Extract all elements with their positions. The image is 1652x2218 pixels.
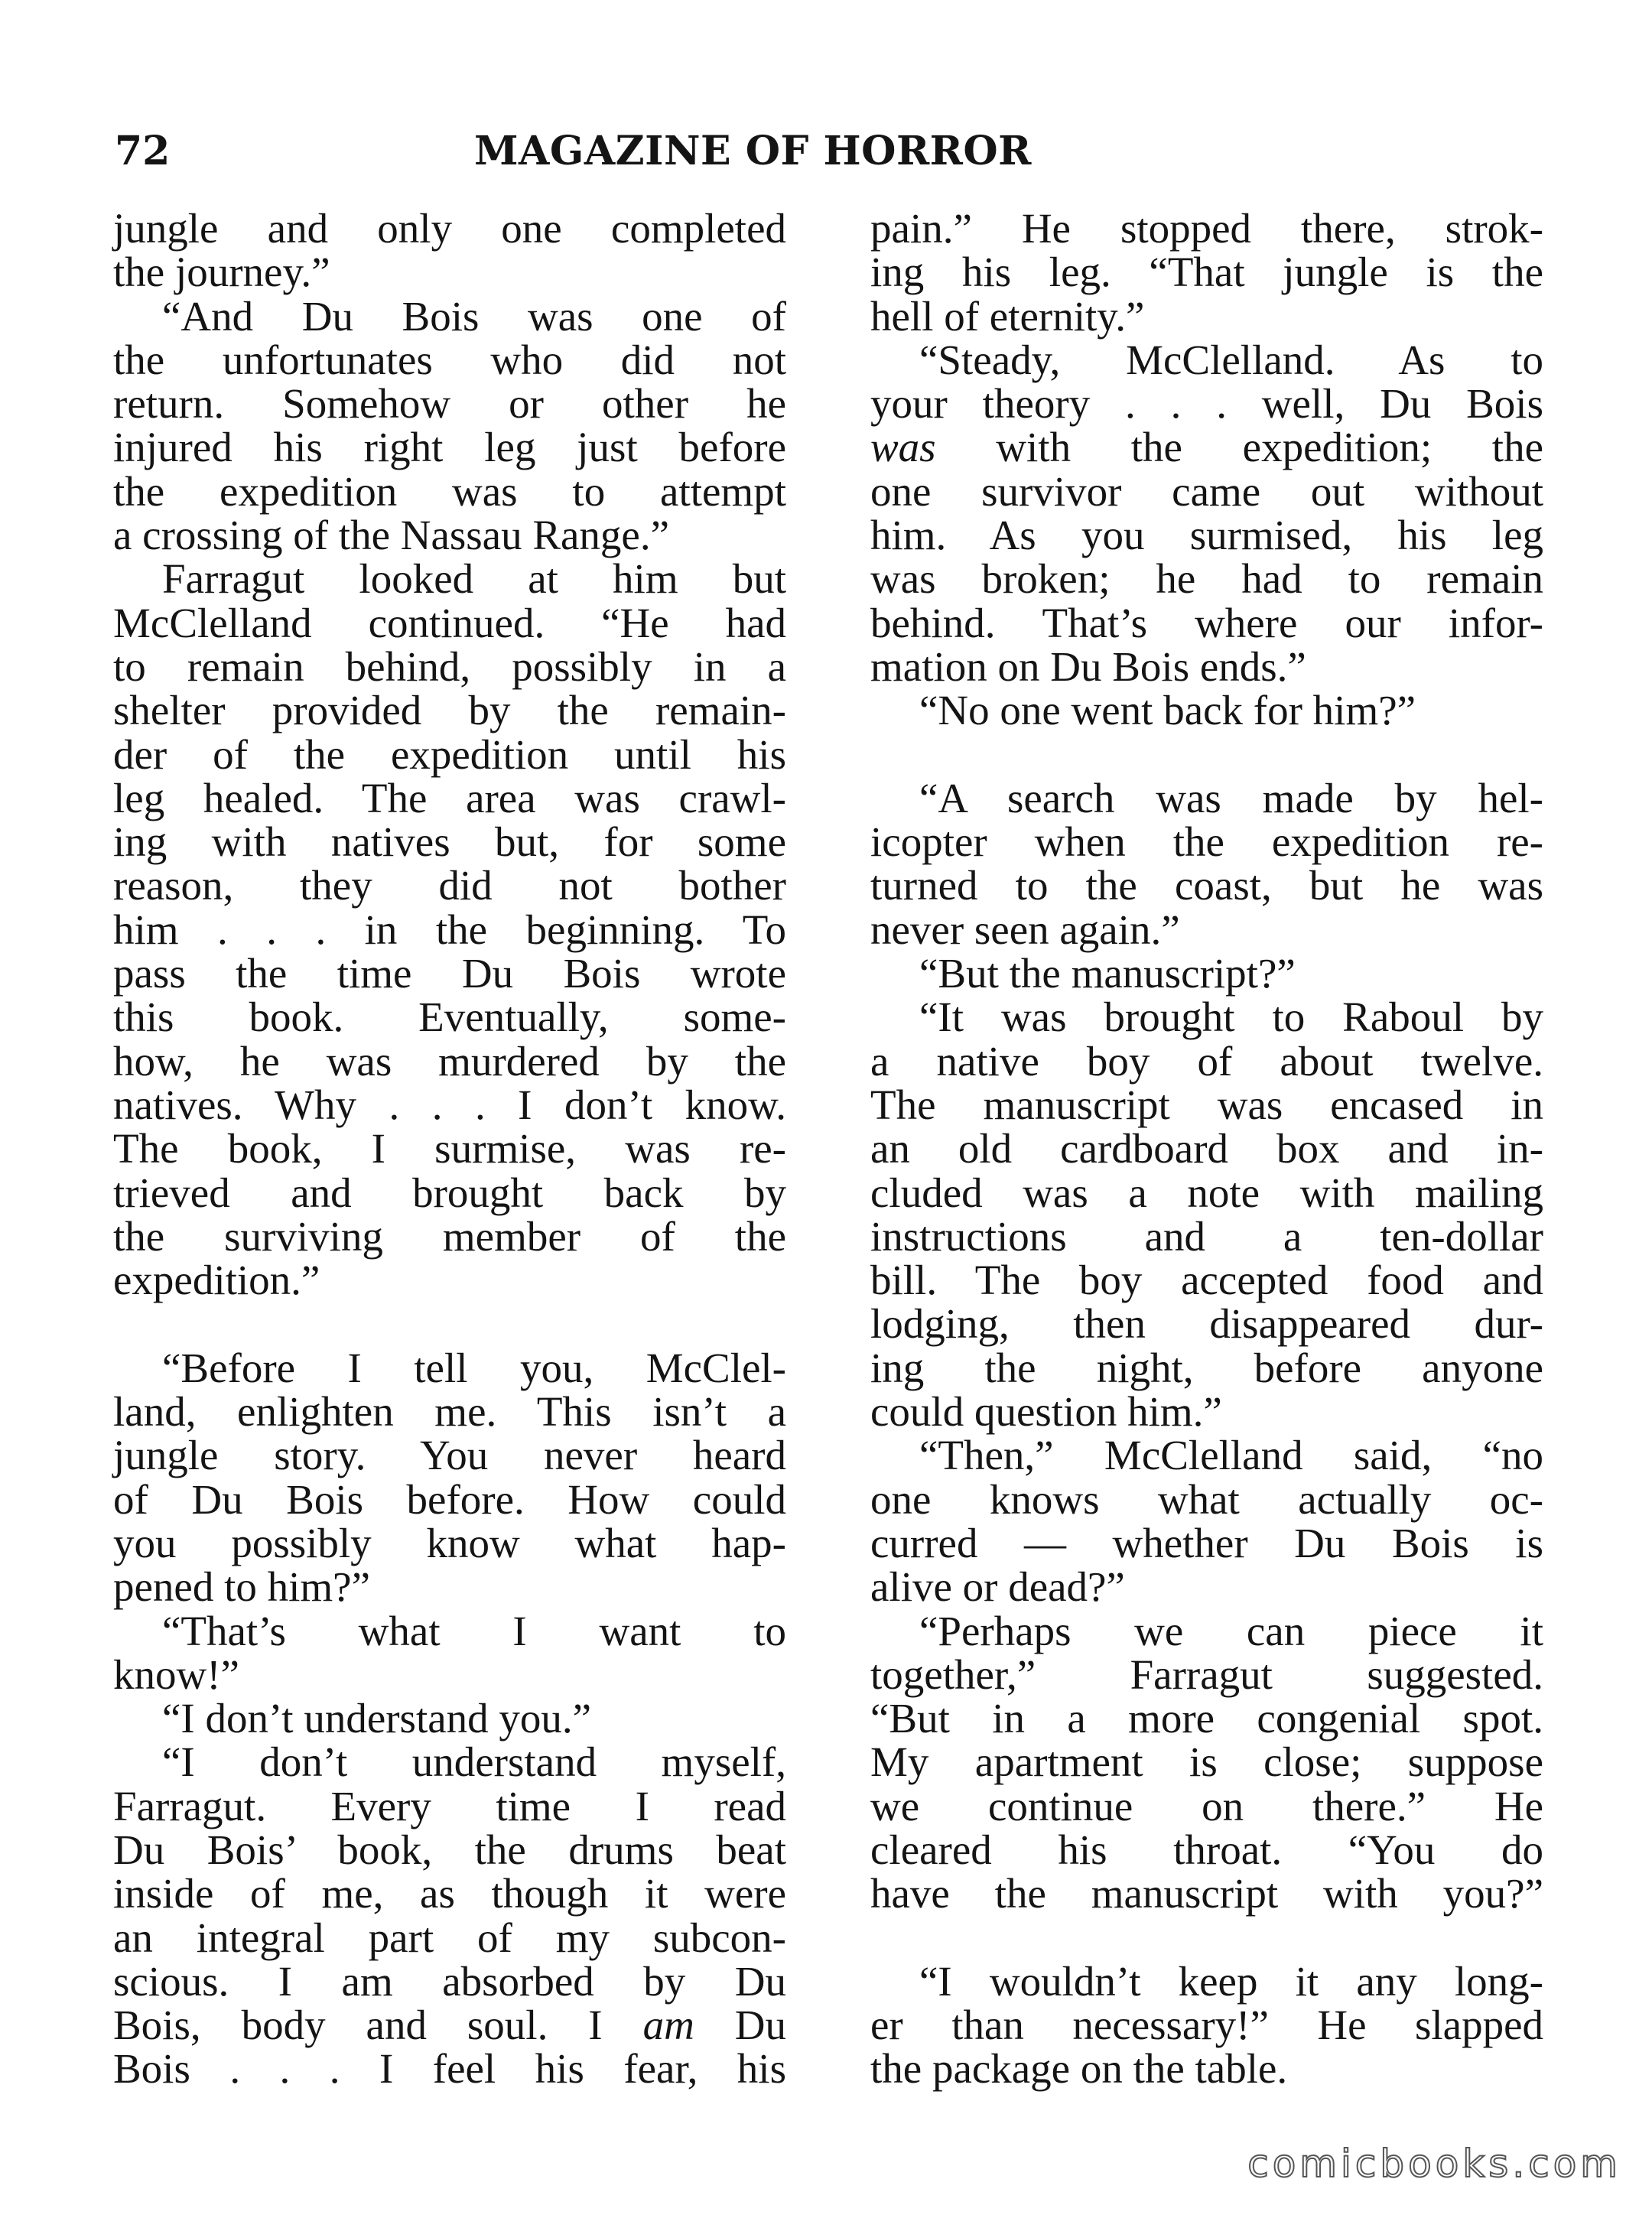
text-line: how, he was murdered by the [113,1037,786,1085]
left-column [113,207,786,2091]
page-number: 72 [115,128,171,174]
text-line: land, enlighten me. This isn’t a [113,1388,786,1436]
text-line: an integral part of my subcon- [113,1914,786,1961]
text-line: we continue on there.” He [870,1782,1543,1829]
text-line: “But the manuscript?” [919,950,1296,997]
text-line: to remain behind, possibly in a [113,642,786,690]
text-line: was with the expedition; the [870,424,1543,471]
text-line: him. As you surmised, his leg [870,512,1543,559]
text-line: mation on Du Bois ends.” [870,642,1306,690]
text-line: “That’s what I want to [162,1607,786,1654]
text-line: “And Du Bois was one of [162,292,786,340]
text-line: alive or dead?” [870,1563,1125,1611]
text-line: icopter when the expedition re- [870,818,1543,866]
running-head: MAGAZINE OF HORROR [474,128,1032,174]
text-line: instructions and a ten-dollar [870,1212,1543,1260]
text-line: know!” [113,1650,239,1698]
right-column [870,207,1543,2091]
text-line: ing with natives but, for some [113,818,786,866]
text-line: never seen again.” [870,906,1180,953]
text-line: hell of eternity.” [870,292,1145,340]
text-line: The manuscript was encased in [870,1081,1543,1128]
text-line: “I don’t understand myself, [162,1738,786,1786]
text-line: My apartment is close; suppose [870,1738,1543,1786]
text-line: return. Somehow or other he [113,380,786,428]
text-line: shelter provided by the remain- [113,687,786,734]
text-line: one knows what actually oc- [870,1475,1543,1523]
text-line: was broken; he had to remain [870,555,1543,603]
text-line: could question him.” [870,1388,1222,1436]
text-line: “A search was made by hel- [919,774,1543,821]
text-line: reason, they did not bother [113,862,786,909]
blank-line [870,733,1543,776]
text-line: cleared his throat. “You do [870,1826,1543,1873]
text-line: expedition.” [113,1257,320,1304]
text-line: der of the expedition until his [113,730,786,778]
text-line: him . . . in the beginning. To [113,906,786,953]
text-line: leg healed. The area was crawl- [113,774,786,821]
text-line: one survivor came out without [870,467,1543,515]
text-line: Farragut looked at him but [162,555,786,603]
text-line: natives. Why . . . I don’t know. [113,1081,786,1128]
text-line: er than necessary!” He slapped [870,2002,1543,2049]
text-line: you possibly know what hap- [113,1519,786,1566]
text-line: “No one went back for him?” [919,687,1416,734]
text-line: of Du Bois before. How could [113,1475,786,1523]
text-line: jungle and only one completed [113,205,786,252]
text-line: “Perhaps we can piece it [919,1607,1543,1654]
text-line: McClelland continued. “He had [113,599,786,646]
text-line: inside of me, as though it were [113,1870,786,1917]
text-line: an old cardboard box and in- [870,1125,1543,1172]
text-line: the journey.” [113,249,330,296]
text-line: ing his leg. “That jungle is the [870,249,1543,296]
text-line: cluded was a note with mailing [870,1169,1543,1216]
text-line: Bois, body and soul. I am Du [113,2002,786,2049]
text-line: Farragut. Every time I read [113,1782,786,1829]
text-line: the expedition was to attempt [113,467,786,515]
text-line: pened to him?” [113,1563,370,1611]
text-line: trieved and brought back by [113,1169,786,1216]
text-line: “But in a more congenial spot. [870,1695,1543,1742]
text-line: this book. Eventually, some- [113,994,786,1041]
text-line: the surviving member of the [113,1212,786,1260]
text-line: injured his right leg just before [113,424,786,471]
text-line: bill. The boy accepted food and [870,1257,1543,1304]
text-line: Du Bois’ book, the drums beat [113,1826,786,1873]
text-line: “It was brought to Raboul by [919,994,1543,1041]
text-line: the unfortunates who did not [113,336,786,383]
text-line: “I wouldn’t keep it any long- [919,1957,1543,2005]
text-line: ing the night, before anyone [870,1344,1543,1391]
blank-line [113,1302,786,1345]
text-line: your theory . . . well, Du Bois [870,380,1543,428]
text-line: the package on the table. [870,2045,1288,2093]
text-line: have the manuscript with you?” [870,1870,1543,1917]
text-line: turned to the coast, but he was [870,862,1543,909]
text-line: a native boy of about twelve. [870,1037,1543,1085]
text-line: jungle story. You never heard [113,1432,786,1479]
text-line: “Then,” McClelland said, “no [919,1432,1543,1479]
text-line: together,” Farragut suggested. [870,1650,1543,1698]
text-line: lodging, then disappeared dur- [870,1300,1543,1348]
text-line: curred — whether Du Bois is [870,1519,1543,1566]
text-line: “Before I tell you, McClel- [162,1344,786,1391]
text-line: “Steady, McClelland. As to [919,336,1543,383]
page-header [115,121,1545,182]
text-line: Bois . . . I feel his fear, his [113,2045,786,2093]
blank-line [870,1916,1543,1959]
text-line: scious. I am absorbed by Du [113,1957,786,2005]
text-line: pass the time Du Bois wrote [113,950,786,997]
text-line: behind. That’s where our infor- [870,599,1543,646]
watermark: comicbooks.com [1247,2142,1621,2186]
text-line: pain.” He stopped there, strok- [870,205,1543,252]
text-line: The book, I surmise, was re- [113,1125,786,1172]
text-line: a crossing of the Nassau Range.” [113,512,670,559]
text-line: “I don’t understand you.” [162,1695,592,1742]
